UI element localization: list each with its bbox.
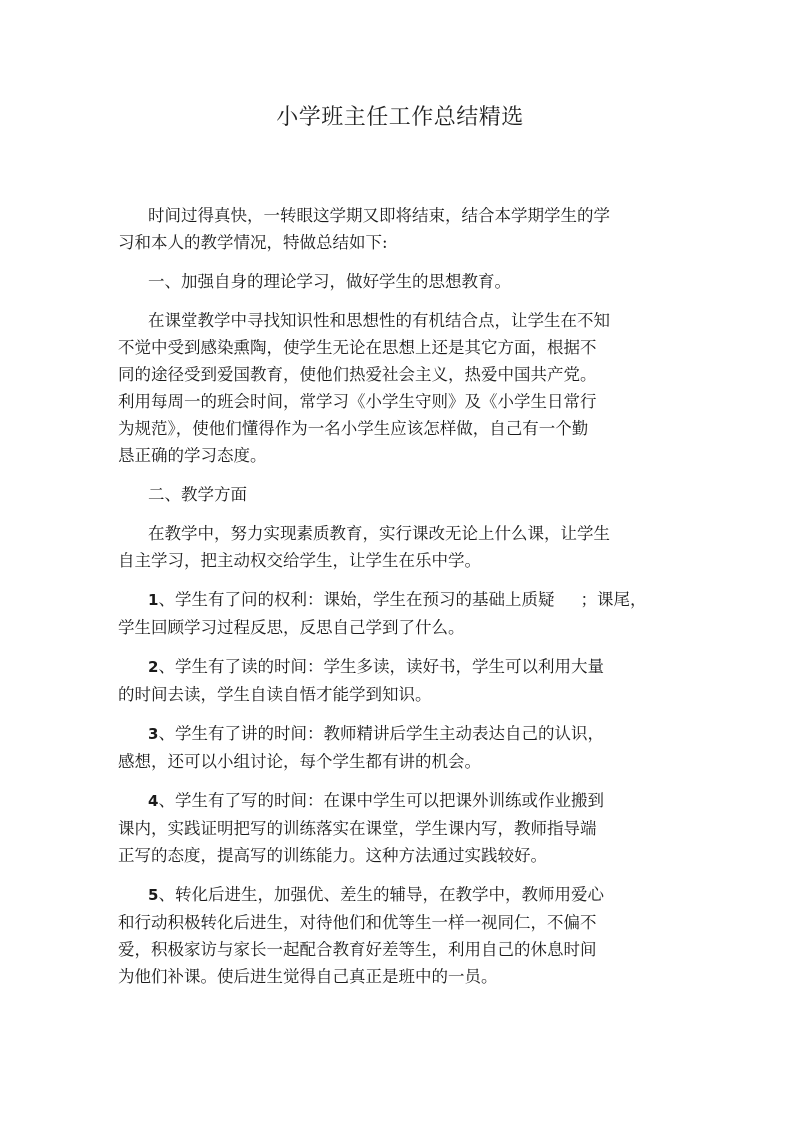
section-1-paragraph: 在课堂教学中寻找知识性和思想性的有机结合点，让学生在不知 不觉中受到感染熏陶，使学生无论在思想上还是其它方面，根据不 同的途径受到爱国教育，使他们热爱社会主义，热爱中国共产党。 利用每周一的班会时间，常学习《小学生守则》及《小学生日常行 为规范》，使他们懂得作为一名小学生应该怎样做，自己有一个勤 恳正确的学习态度。 (118, 311, 610, 465)
item-number: 4 (148, 792, 159, 810)
document-body (118, 202, 663, 1002)
list-item-5: 5、转化后进生，加强优、差生的辅导，在教学中，教师用爱心 和行动积极转化后进生，对待他们和优等生一样一视同仁，不偏不 爱，积极家访与家长一起配合教育好差等生，利用自己的休息时间 为他们补课。使后进生觉得自己真正是班中的一员。 (118, 885, 604, 986)
section-1-heading: 一、加强自身的理论学习，做好学生的思想教育。 (148, 272, 511, 291)
document-title: 小学班主任工作总结精选 (276, 105, 524, 130)
list-item-1: 1、学生有了问的权利：课始，学生在预习的基础上质疑 ；课尾， 学生回顾学习过程反思，反思自己学到了什么。 (118, 590, 647, 637)
section-2-heading: 二、教学方面 (148, 485, 247, 504)
intro-paragraph: 时间过得真快，一转眼这学期又即将结束，结合本学期学生的学 习和本人的教学情况，特做总结如下: (118, 206, 610, 252)
list-item-4: 4、学生有了写的时间：在课中学生可以把课外训练或作业搬到 课内，实践证明把写的训练落实在课堂，学生课内写，教师指导端 正写的态度，提高写的训练能力。这种方法通过实践较好。 (118, 791, 604, 865)
section-2-paragraph: 在教学中，努力实现素质教育，实行课改无论上什么课，让学生 自主学习，把主动权交给学生，让学生在乐中学。 (118, 524, 610, 570)
list-item-2: 2、学生有了读的时间：学生多读，读好书，学生可以利用大量 的时间去读，学生自读自悟才能学到知识。 (118, 657, 604, 704)
item-number: 2 (148, 658, 159, 676)
list-item-3: 3、学生有了讲的时间：教师精讲后学生主动表达自己的认识， 感想，还可以小组讨论，每个学生都有讲的机会。 (118, 724, 604, 771)
item-number: 1 (148, 591, 159, 609)
item-number: 5 (148, 886, 159, 904)
item-number: 3 (148, 725, 159, 743)
